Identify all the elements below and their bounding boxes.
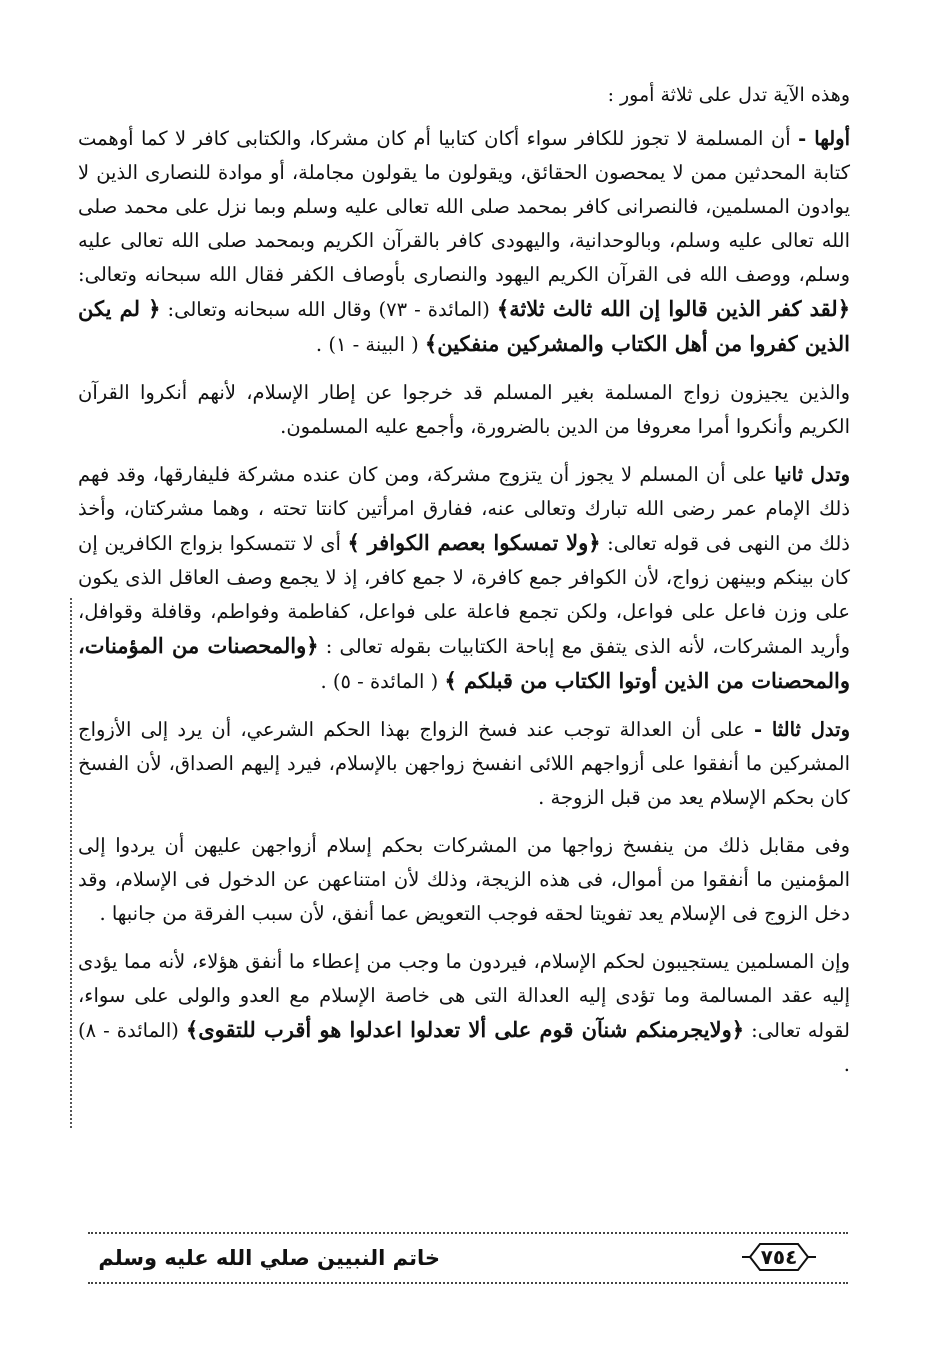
side-dotted-rule: [70, 598, 72, 1128]
paragraph-text: على أن العدالة توجب عند فسخ الزواج بهذا الحكم الشرعي، أن يرد إلى الأزواج المشركين ما أنفقوا على أزواجهم اللائى انفسخ زواجهن بالإسلام، فيرد إليهم الصداق، لأن الفسخ كان بحكم الإسلام يعد من قبل الزوجة .: [78, 718, 850, 809]
quran-quote: ﴿ولايجرمنكم شنآن قوم على ألا تعدلوا اعدلوا هو أقرب للتقوى﴾: [185, 1017, 745, 1042]
paragraph-text: وفى مقابل ذلك من ينفسخ زواجها من المشركات بحكم إسلام أزواجهن عليهن أن يردوا إلى المؤمنين ما أنفقوا من أموال، فى هذه الزيجة، وذلك لأن امتناعهن عن الدخول فى الإسلام، وقد دخل الزوج فى الإسلام يعد تفويتا لحقه فوجب التعويض عما أنفق، لأن سبب الفرقة من جانبها .: [78, 834, 850, 925]
paragraph: [78, 122, 850, 362]
footer-top-rule: [88, 1232, 848, 1234]
page-number: ٧٥٤: [760, 1245, 798, 1269]
quran-quote: ﴿ لم يكن الذين كفروا من أهل الكتاب والمشركين منفكين﴾: [78, 296, 850, 356]
paragraph-text: (المائدة - ٨) .: [78, 1019, 850, 1076]
paragraph-lead: أولها -: [798, 127, 850, 150]
book-title: خاتم النبيين صلي الله عليه وسلم: [98, 1246, 440, 1270]
paragraph: [78, 458, 850, 699]
paragraph-text: أى لا تتمسكوا بزواج الكافرين إن كان بينكم وبينهن زواج، لأن الكوافر جمع كافرة، لا جمع كافر، إذ لا يجمع وصف العاقل الذى يكون على وزن فاعل على فواعل، ولكن تجمع فاعلة على فواعل، كفاطمة وفواطم، وقافلة وقوافل، وأريد المشركات، لأنه الذى يتفق مع إباحة الكتابيات بقوله تعالى :: [78, 532, 851, 658]
intro-line: وهذه الآية تدل على ثلاثة أمور :: [607, 84, 850, 106]
page-body: [78, 78, 850, 1096]
paragraphs: [78, 122, 850, 1082]
quran-quote: ﴿ولا تمسكوا بعصم الكوافر ﴾: [347, 530, 601, 555]
page-footer: [88, 1240, 848, 1276]
paragraph: [78, 376, 850, 444]
quran-quote: ﴿لقد كفر الذين قالوا إن الله ثالث ثلاثة﴾: [496, 296, 851, 321]
footer-bottom-rule: [88, 1282, 848, 1284]
paragraph: [78, 829, 850, 931]
paragraph-text: وإن المسلمين يستجيبون لحكم الإسلام، فيردون ما وجب من إعطاء ما أنفق هؤلاء، لأنه مما يؤدى إليه عقد المسالمة وما تؤدى إليه العدالة التى هى خاصة الإسلام مع العدو والولى على سواء، لقوله تعالى:: [78, 950, 850, 1042]
paragraph-text: ( البينة - ١) .: [315, 333, 425, 356]
paragraph: [78, 945, 850, 1082]
paragraph-lead: وتدل ثانيا: [774, 463, 851, 486]
page-number-badge: [742, 1242, 816, 1272]
quran-quote: ﴿والمحصنات من المؤمنات، والمحصنات من الذين أوتوا الكتاب من قبلكم ﴾: [78, 633, 850, 693]
paragraph: [78, 713, 850, 815]
paragraph-text: ( المائدة - ٥) .: [320, 670, 445, 693]
paragraph-lead: وتدل ثالثا -: [753, 718, 850, 741]
paragraph-text: (المائدة - ٧٣) وقال الله سبحانه وتعالى:: [160, 298, 497, 321]
paragraph-text: على أن المسلم لا يجوز أن يتزوج مشركة، ومن كان عنده مشركة فليفارقها، وقد فهم ذلك الإمام عمر رضى الله تبارك وتعالى عنه، ففارق امرأتين كانتا تحته ، وهما مشركتان، وأخذ ذلك من النهى فى قوله تعالى:: [78, 463, 850, 555]
paragraph-text: أن المسلمة لا تجوز للكافر سواء أكان كتابيا أم كان مشركا، والكتابى كافر لا كما أوهمت كتابة المحدثين ممن لا يمحصون الحقائق، ويقولون ما يقولون مجاملة، أو موادة للنصارى الذين لا يوادون المسلمين، فالنصرانى كافر بمحمد صلى الله تعالى عليه وسلم وبما نزل على محمد صلى الله تعالى عليه وسلم، وبالوحدانية، واليهودى كافر بالقرآن الكريم وبمحمد صلى الله تعالى عليه وسلم، ووصف الله فى القرآن الكريم اليهود والنصارى بأوصاف الكفر فقال الله سبحانه وتعالى:: [78, 127, 850, 286]
paragraph-text: والذين يجيزون زواج المسلمة بغير المسلم قد خرجوا عن إطار الإسلام، لأنهم أنكروا القرآن الكريم وأنكروا أمرا معروفا من الدين بالضرورة، وأجمع عليه المسلمون.: [78, 381, 850, 438]
